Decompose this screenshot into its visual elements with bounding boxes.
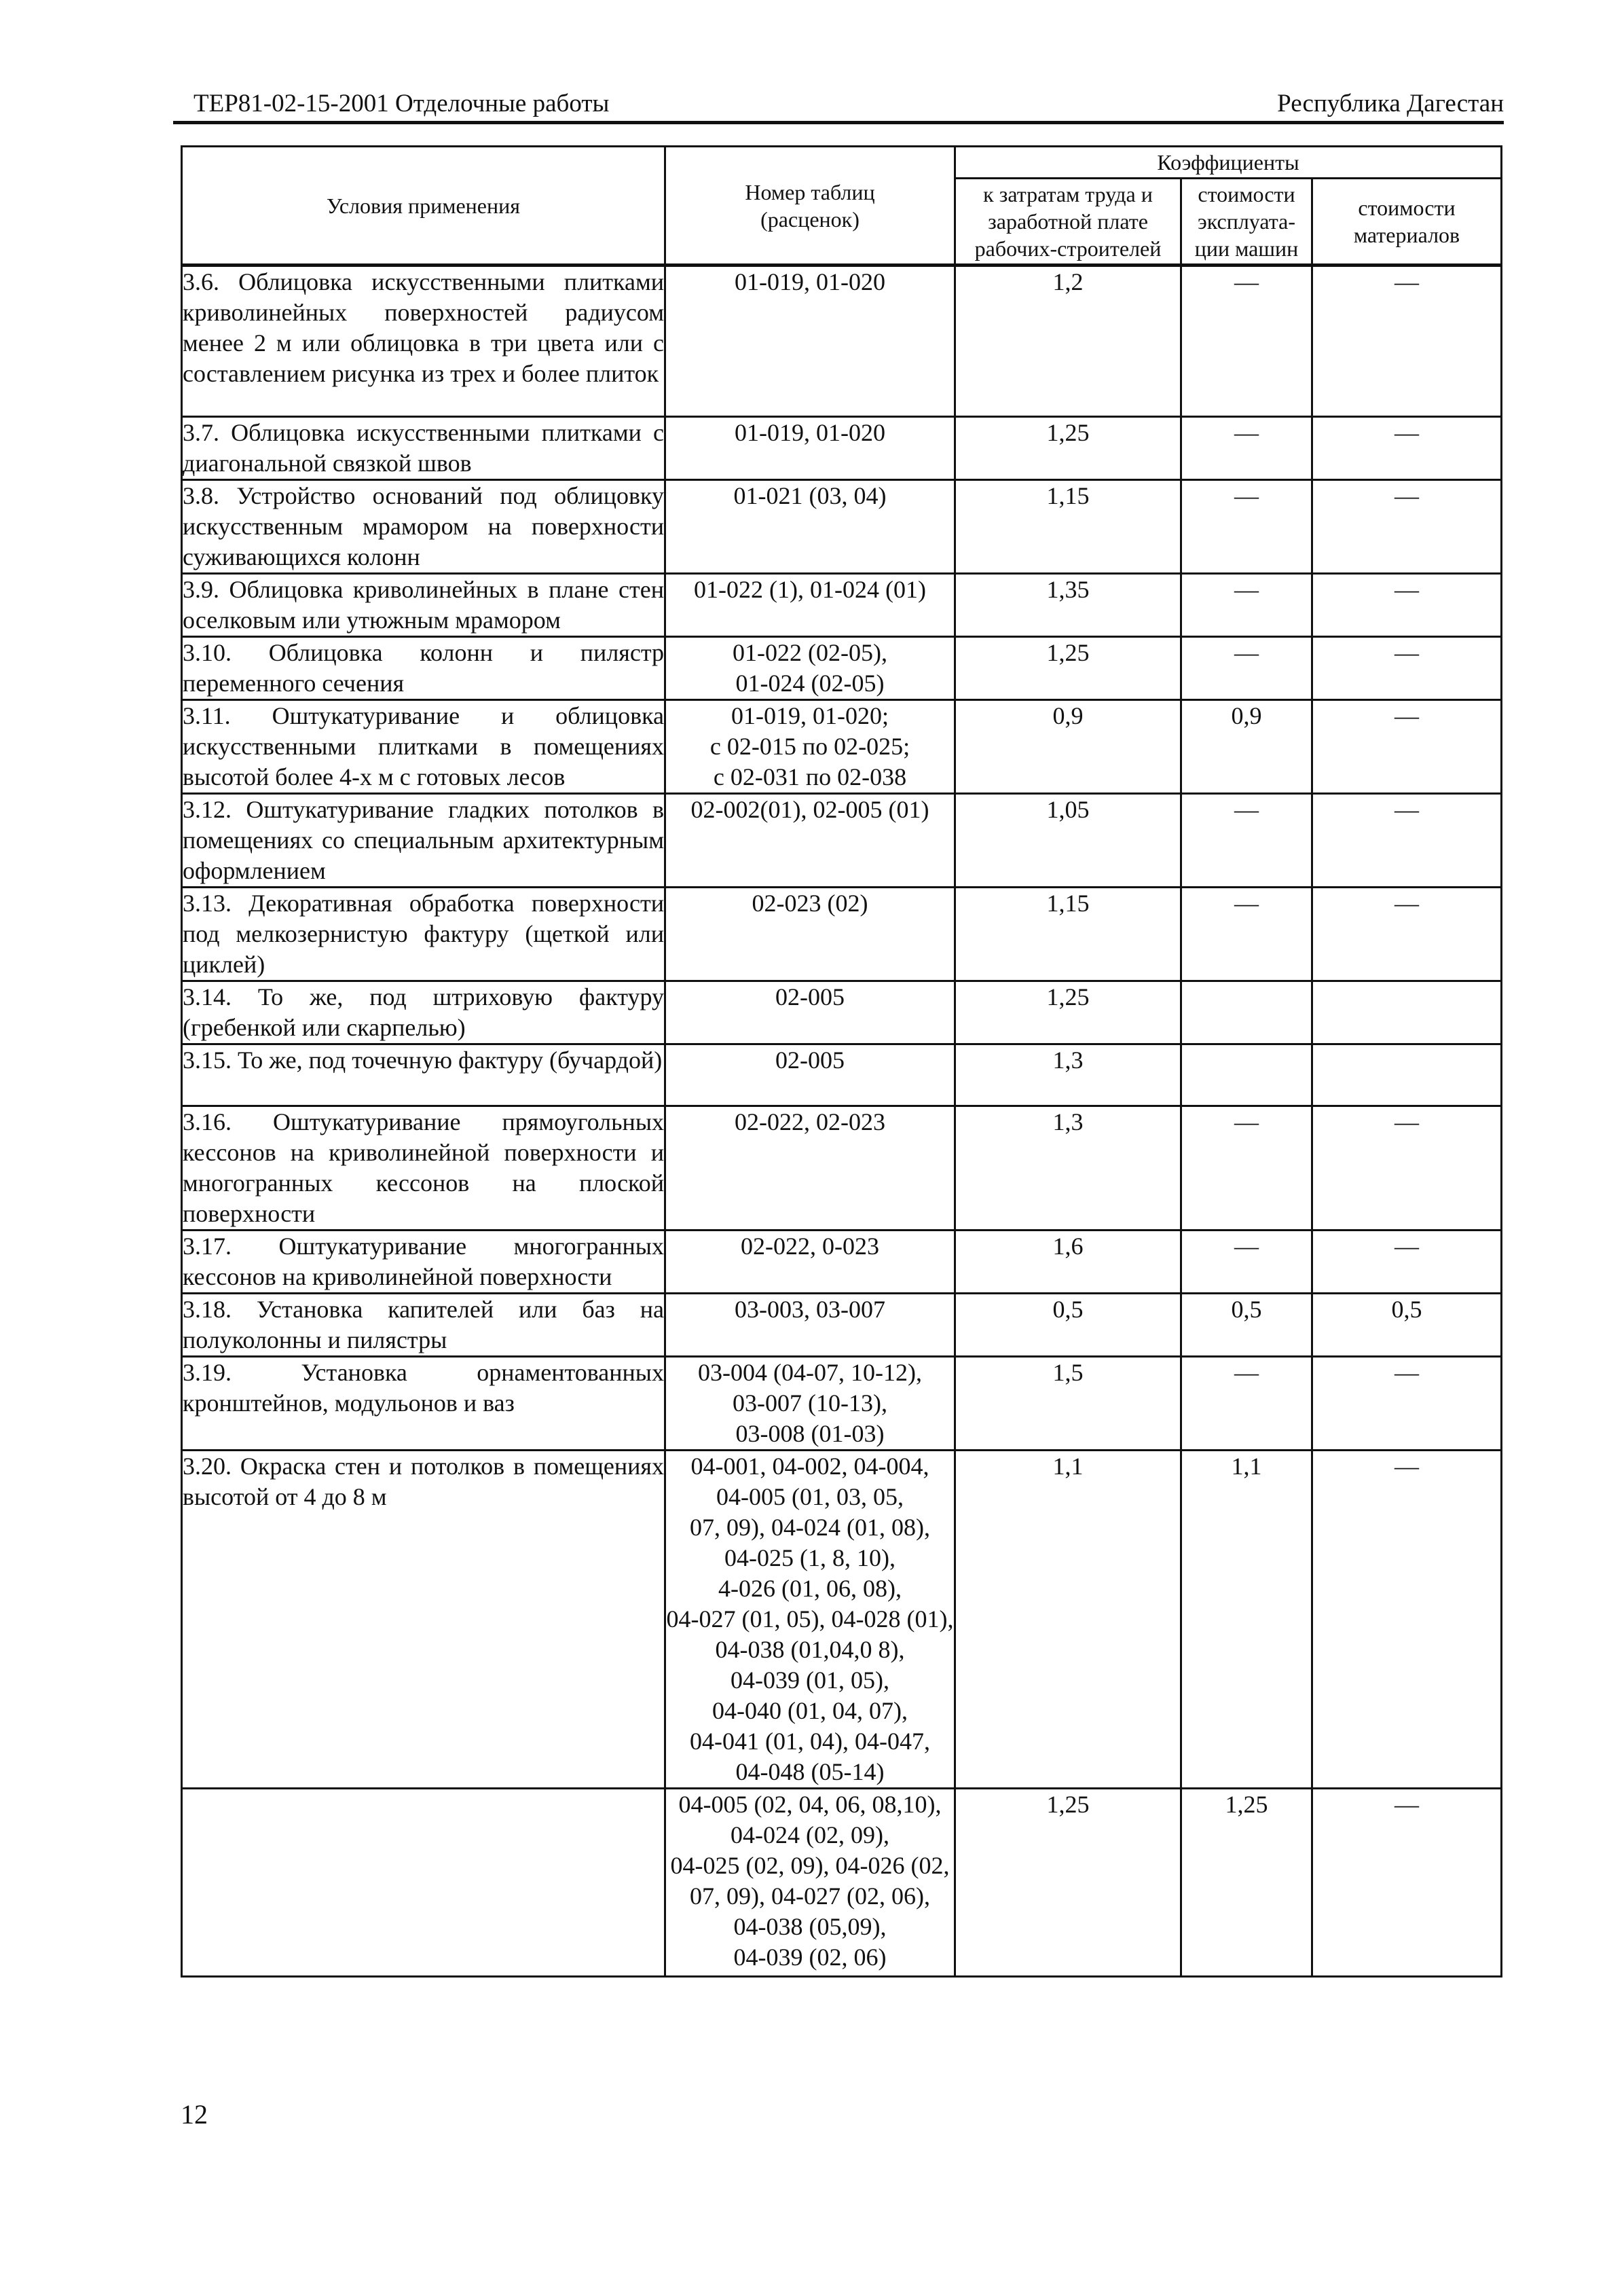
table-numbers-cell xyxy=(665,1789,955,1977)
table-numbers-cell xyxy=(665,700,955,794)
condition-cell: 3.8. Устройство оснований под облицовку искусственным мрамором на поверхности суживающихся колонн xyxy=(182,480,665,574)
table-row xyxy=(182,700,1502,794)
labor-coefficient-cell: 1,25 xyxy=(955,417,1181,480)
materials-coefficient-cell: — xyxy=(1312,266,1502,417)
labor-coefficient-cell: 1,35 xyxy=(955,574,1181,637)
table-numbers-cell xyxy=(665,637,955,700)
labor-coefficient-cell: 1,1 xyxy=(955,1451,1181,1789)
table-number-line: с 02-031 по 02-038 xyxy=(713,763,907,790)
table-number-line: 04-038 (01,04,0 8), xyxy=(715,1636,905,1663)
condition-cell: 3.11. Оштукатуривание и облицовка искусственными плитками в помещениях высотой более 4-х м с готовых лесов xyxy=(182,700,665,794)
condition-cell: 3.12. Оштукатуривание гладких потолков в помещениях со специальным архитектурным оформлением xyxy=(182,794,665,888)
table-number-line: 04-040 (01, 04, 07), xyxy=(712,1697,908,1724)
table-number-line: 03-007 (10-13), xyxy=(733,1389,887,1417)
table-row xyxy=(182,574,1502,637)
table-number-line: 01-024 (02-05) xyxy=(735,670,885,697)
table-numbers-cell xyxy=(665,1106,955,1231)
table-number-line: с 02-015 по 02-025; xyxy=(709,733,910,760)
machines-coefficient-cell: 0,5 xyxy=(1181,1294,1312,1357)
table-number-line: 03-004 (04-07, 10-12), xyxy=(698,1359,922,1386)
table-number-line: 07, 09), 04-027 (02, 06), xyxy=(690,1882,930,1910)
machines-coefficient-cell: — xyxy=(1181,1357,1312,1451)
header-labor: к затратам труда и заработной плате рабочих-строителей xyxy=(955,179,1181,266)
condition-cell: 3.7. Облицовка искусственными плитками с диагональной связкой швов xyxy=(182,417,665,480)
machines-coefficient-cell xyxy=(1181,1044,1312,1106)
table-row xyxy=(182,637,1502,700)
table-row xyxy=(182,480,1502,574)
table-number-line: 04-025 (02, 09), 04-026 (02, xyxy=(670,1852,950,1879)
table-number-line: 04-039 (01, 05), xyxy=(731,1666,889,1694)
table-number-line: 04-024 (02, 09), xyxy=(731,1821,889,1848)
header-coefficients: Коэффициенты xyxy=(955,147,1502,179)
condition-cell: 3.15. То же, под точечную фактуру (бучардой) xyxy=(182,1044,665,1106)
condition-cell: 3.10. Облицовка колонн и пилястр переменного сечения xyxy=(182,637,665,700)
labor-coefficient-cell: 1,15 xyxy=(955,480,1181,574)
table-row xyxy=(182,1294,1502,1357)
machines-coefficient-cell: 1,1 xyxy=(1181,1451,1312,1789)
condition-cell: 3.9. Облицовка криволинейных в плане стен оселковым или утюжным мрамором xyxy=(182,574,665,637)
table-numbers-cell xyxy=(665,888,955,981)
condition-cell: 3.16. Оштукатуривание прямоугольных кессонов на криволинейной поверхности и многогранных кессонов на плоской поверхности xyxy=(182,1106,665,1231)
machines-coefficient-cell xyxy=(1181,981,1312,1044)
condition-cell: 3.18. Установка капителей или баз на полуколонны и пилястры xyxy=(182,1294,665,1357)
materials-coefficient-cell: — xyxy=(1312,574,1502,637)
document-title: ТЕР81-02-15-2001 Отделочные работы xyxy=(193,90,610,117)
table-number-line: 02-005 xyxy=(775,983,845,1010)
table-numbers-cell xyxy=(665,480,955,574)
table-number-line: 04-039 (02, 06) xyxy=(733,1944,887,1971)
table-row xyxy=(182,1357,1502,1451)
labor-coefficient-cell: 1,15 xyxy=(955,888,1181,981)
condition-cell: 3.14. То же, под штриховую фактуру (гребенкой или скарпелью) xyxy=(182,981,665,1044)
table-row xyxy=(182,1044,1502,1106)
table-number-line: 01-019, 01-020; xyxy=(731,702,889,729)
materials-coefficient-cell: — xyxy=(1312,700,1502,794)
table-row xyxy=(182,981,1502,1044)
labor-coefficient-cell: 1,3 xyxy=(955,1044,1181,1106)
table-numbers-cell xyxy=(665,417,955,480)
page-number: 12 xyxy=(181,2099,208,2130)
materials-coefficient-cell: 0,5 xyxy=(1312,1294,1502,1357)
coefficients-table xyxy=(181,145,1502,1978)
machines-coefficient-cell: 0,9 xyxy=(1181,700,1312,794)
materials-coefficient-cell: — xyxy=(1312,637,1502,700)
table-numbers-cell xyxy=(665,1357,955,1451)
labor-coefficient-cell: 1,05 xyxy=(955,794,1181,888)
labor-coefficient-cell: 1,2 xyxy=(955,266,1181,417)
header-machines: стоимости эксплуата-ции машин xyxy=(1181,179,1312,266)
table-row xyxy=(182,1106,1502,1231)
table-row xyxy=(182,266,1502,417)
machines-coefficient-cell: — xyxy=(1181,794,1312,888)
table-number-line: 01-022 (02-05), xyxy=(733,639,887,666)
table-number-line: 07, 09), 04-024 (01, 08), xyxy=(690,1514,930,1541)
materials-coefficient-cell: — xyxy=(1312,480,1502,574)
machines-coefficient-cell: — xyxy=(1181,266,1312,417)
header-rule xyxy=(173,121,1504,124)
condition-cell xyxy=(182,1789,665,1977)
table-numbers-cell xyxy=(665,1451,955,1789)
table-numbers-cell xyxy=(665,794,955,888)
table-number-line: 02-022, 0-023 xyxy=(741,1233,879,1260)
table-number-line: 04-005 (02, 04, 06, 08,10), xyxy=(678,1791,942,1818)
table-header xyxy=(182,147,1502,266)
labor-coefficient-cell: 0,9 xyxy=(955,700,1181,794)
table-row xyxy=(182,417,1502,480)
materials-coefficient-cell: — xyxy=(1312,794,1502,888)
table-number-line: 04-038 (05,09), xyxy=(733,1913,887,1940)
table-row xyxy=(182,1451,1502,1789)
machines-coefficient-cell: 1,25 xyxy=(1181,1789,1312,1977)
machines-coefficient-cell: — xyxy=(1181,888,1312,981)
machines-coefficient-cell: — xyxy=(1181,1231,1312,1294)
materials-coefficient-cell: — xyxy=(1312,1357,1502,1451)
table-numbers-cell xyxy=(665,574,955,637)
table-number-line: 02-005 xyxy=(775,1046,845,1074)
table-number-line: 03-008 (01-03) xyxy=(735,1420,885,1447)
machines-coefficient-cell: — xyxy=(1181,637,1312,700)
labor-coefficient-cell: 1,5 xyxy=(955,1357,1181,1451)
table-row xyxy=(182,1789,1502,1977)
table-number-line: 04-048 (05-14) xyxy=(735,1758,885,1785)
condition-cell: 3.6. Облицовка искусственными плитками криволинейных поверхностей радиусом менее 2 м или облицовка в три цвета или с составлением рисунка из трех и более плиток xyxy=(182,266,665,417)
table-numbers-cell xyxy=(665,266,955,417)
materials-coefficient-cell: — xyxy=(1312,417,1502,480)
labor-coefficient-cell: 1,25 xyxy=(955,981,1181,1044)
table-numbers-cell xyxy=(665,981,955,1044)
materials-coefficient-cell: — xyxy=(1312,1106,1502,1231)
materials-coefficient-cell: — xyxy=(1312,1789,1502,1977)
condition-cell: 3.19. Установка орнаментованных кронштейнов, модульонов и ваз xyxy=(182,1357,665,1451)
machines-coefficient-cell: — xyxy=(1181,417,1312,480)
condition-cell: 3.17. Оштукатуривание многогранных кессонов на криволинейной поверхности xyxy=(182,1231,665,1294)
condition-cell: 3.20. Окраска стен и потолков в помещениях высотой от 4 до 8 м xyxy=(182,1451,665,1789)
table-row xyxy=(182,1231,1502,1294)
materials-coefficient-cell xyxy=(1312,981,1502,1044)
labor-coefficient-cell: 1,25 xyxy=(955,637,1181,700)
materials-coefficient-cell: — xyxy=(1312,888,1502,981)
table-numbers-cell xyxy=(665,1044,955,1106)
table-number-line: 03-003, 03-007 xyxy=(735,1296,885,1323)
header-conditions: Условия применения xyxy=(182,147,665,266)
header-materials: стоимости материалов xyxy=(1312,179,1502,266)
header-table-numbers: Номер таблиц (расценок) xyxy=(665,147,955,266)
table-number-line: 04-005 (01, 03, 05, xyxy=(716,1483,904,1510)
machines-coefficient-cell: — xyxy=(1181,480,1312,574)
region-name: Республика Дагестан xyxy=(1277,90,1504,117)
table-number-line: 01-019, 01-020 xyxy=(735,419,885,446)
table-row xyxy=(182,888,1502,981)
table-number-line: 04-027 (01, 05), 04-028 (01), xyxy=(666,1605,954,1633)
machines-coefficient-cell: — xyxy=(1181,1106,1312,1231)
labor-coefficient-cell: 0,5 xyxy=(955,1294,1181,1357)
machines-coefficient-cell: — xyxy=(1181,574,1312,637)
table-row xyxy=(182,794,1502,888)
table-body xyxy=(182,266,1502,1977)
table-number-line: 02-022, 02-023 xyxy=(735,1108,885,1135)
materials-coefficient-cell: — xyxy=(1312,1231,1502,1294)
labor-coefficient-cell: 1,6 xyxy=(955,1231,1181,1294)
table-number-line: 01-019, 01-020 xyxy=(735,268,885,295)
materials-coefficient-cell xyxy=(1312,1044,1502,1106)
labor-coefficient-cell: 1,25 xyxy=(955,1789,1181,1977)
table-number-line: 04-025 (1, 8, 10), xyxy=(724,1544,895,1571)
table-number-line: 04-041 (01, 04), 04-047, xyxy=(690,1728,930,1755)
labor-coefficient-cell: 1,3 xyxy=(955,1106,1181,1231)
table-number-line: 02-023 (02) xyxy=(752,890,868,917)
table-number-line: 04-001, 04-002, 04-004, xyxy=(690,1453,929,1480)
table-number-line: 02-002(01), 02-005 (01) xyxy=(690,796,929,823)
table-number-line: 4-026 (01, 06, 08), xyxy=(718,1575,902,1602)
table-number-line: 01-021 (03, 04) xyxy=(733,482,887,509)
condition-cell: 3.13. Декоративная обработка поверхности под мелкозернистую фактуру (щеткой или циклей) xyxy=(182,888,665,981)
table-numbers-cell xyxy=(665,1231,955,1294)
table-numbers-cell xyxy=(665,1294,955,1357)
materials-coefficient-cell: — xyxy=(1312,1451,1502,1789)
table-number-line: 01-022 (1), 01-024 (01) xyxy=(694,576,926,603)
